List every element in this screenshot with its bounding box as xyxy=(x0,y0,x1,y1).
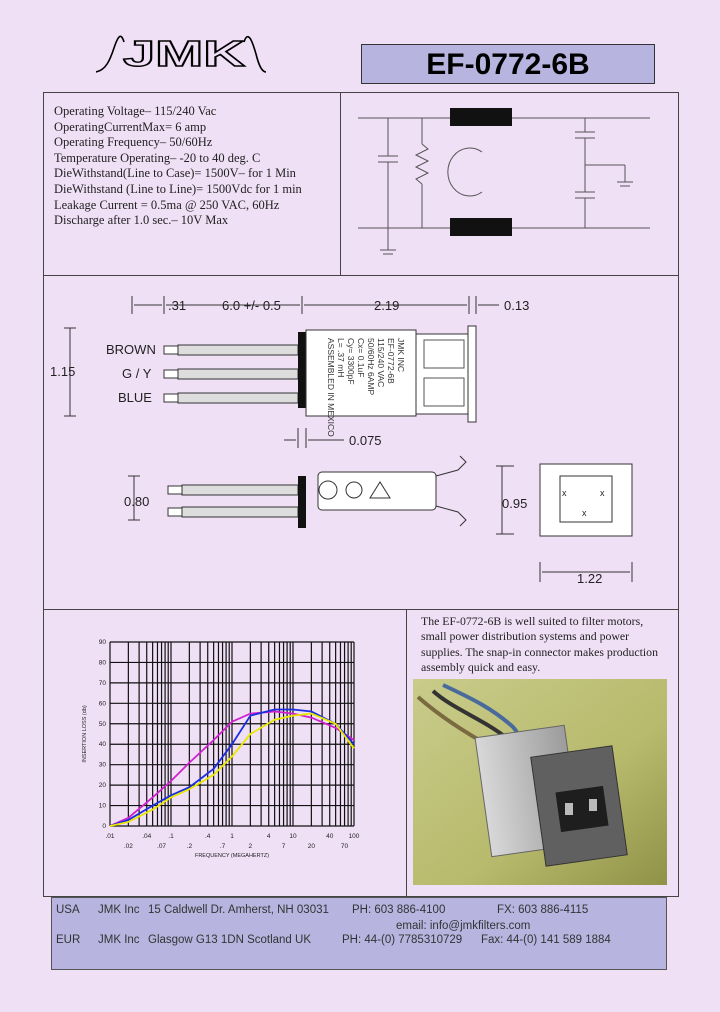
dim-connector-width: 1.22 xyxy=(577,571,603,586)
eur-region: EUR xyxy=(56,934,81,946)
y-tick-label: 50 xyxy=(98,720,106,728)
y-axis-label: INSERTION LOSS (db) xyxy=(82,705,88,763)
jmk-logo xyxy=(96,20,266,80)
spec-line: Operating Voltage– 115/240 Vac xyxy=(54,104,217,118)
contact-footer xyxy=(51,897,667,970)
y-tick-label: 30 xyxy=(98,761,106,769)
spec-line: Leakage Current = 0.5ma @ 250 VAC, 60Hz xyxy=(54,197,280,212)
spec-line: DieWithstand(Line to Case)= 1500V– for 1 Min xyxy=(54,166,296,181)
body-text: JMK INC xyxy=(396,338,406,372)
x-tick-label: 4 xyxy=(266,833,271,840)
x-tick-label: 10 xyxy=(289,833,297,840)
divider-drawing xyxy=(43,609,679,610)
spec-line: OperatingCurrentMax= 6 amp xyxy=(54,119,207,134)
y-tick-label: 0 xyxy=(102,823,106,830)
logo-text: JMK xyxy=(123,33,245,74)
dim-flange: 0.075 xyxy=(349,433,382,448)
x-tick-label: .01 xyxy=(105,833,115,840)
spec-line: Operating Frequency– 50/60Hz xyxy=(54,135,213,150)
usa-address: 15 Caldwell Dr. Amherst, NH 03031 xyxy=(148,904,329,916)
wire-label-gy: G / Y xyxy=(122,366,152,381)
usa-region: USA xyxy=(56,904,80,916)
body-text: 115/240 VAC xyxy=(376,338,386,388)
y-tick-label: 10 xyxy=(98,802,106,810)
product-photo xyxy=(413,679,667,885)
spec-line: DieWithstand (Line to Line)= 1500Vdc for 1 min xyxy=(54,181,302,196)
y-tick-label: 40 xyxy=(98,741,106,749)
divider-schematic xyxy=(340,92,341,275)
x-tick-label: 1 xyxy=(230,833,234,840)
eur-address: Glasgow G13 1DN Scotland UK xyxy=(148,934,311,946)
x-tick-label: .02 xyxy=(123,843,133,850)
y-tick-label: 60 xyxy=(98,700,106,708)
body-text: Cy= 3300pF xyxy=(346,338,356,385)
x-tick-label: 100 xyxy=(348,833,360,840)
x-tick-label: .7 xyxy=(219,843,226,850)
svg-text:x: x xyxy=(562,488,567,498)
body-text: ASSEMBLED IN MEXICO xyxy=(326,338,336,437)
y-tick-label: 80 xyxy=(98,659,106,667)
insertion-loss-chart xyxy=(80,630,380,870)
body-text: L= .37 mH xyxy=(336,338,346,378)
wire-label-brown: BROWN xyxy=(106,342,156,357)
spec-line: Temperature Operating– -20 to 40 deg. C xyxy=(54,150,261,165)
wire-label-blue: BLUE xyxy=(118,390,152,405)
usa-phone: PH: 603 886-4100 xyxy=(352,904,446,916)
mechanical-drawing xyxy=(44,280,679,608)
dim-wire-length: 6.0 +/- 0.5 xyxy=(222,298,281,313)
spec-line: Discharge after 1.0 sec.– 10V Max xyxy=(54,213,229,228)
body-text: Cx= 0.1uF xyxy=(356,338,366,378)
dim-side-height: 0.80 xyxy=(124,494,150,509)
y-tick-label: 70 xyxy=(98,679,106,687)
choke-core-bottom xyxy=(450,218,512,236)
dim-body-length: 2.19 xyxy=(374,298,400,313)
body-text: EF-0772-6B xyxy=(386,338,396,384)
x-tick-label: .2 xyxy=(186,843,193,850)
choke-core-top xyxy=(450,108,512,126)
dim-connector-height: 0.95 xyxy=(502,496,528,511)
dim-wire-strip: .31 xyxy=(168,298,187,313)
svg-text:x: x xyxy=(582,508,587,518)
email-link[interactable]: email: info@jmkfilters.com xyxy=(396,920,531,932)
x-tick-label: .1 xyxy=(168,833,174,840)
x-tick-label: 70 xyxy=(340,843,349,850)
x-tick-label: .07 xyxy=(157,843,167,850)
x-tick-label: 7 xyxy=(281,843,286,850)
eur-fax: Fax: 44-(0) 141 589 1884 xyxy=(481,934,611,946)
x-tick-label: .04 xyxy=(142,833,152,840)
part-number-title: EF-0772-6B xyxy=(361,44,655,84)
x-tick-label: .4 xyxy=(205,833,211,840)
divider-specs xyxy=(43,275,679,276)
usa-company: JMK Inc xyxy=(98,904,140,916)
x-axis-label: FREQUENCY (MEGAHERTZ) xyxy=(194,853,270,859)
body-text: 50/60Hz 6AMP xyxy=(366,338,376,396)
eur-company: JMK Inc xyxy=(98,934,140,946)
dim-connector-depth: 0.13 xyxy=(504,298,530,313)
x-tick-label: 2 xyxy=(248,843,253,850)
x-tick-label: 20 xyxy=(307,843,315,850)
spec-list xyxy=(54,104,302,229)
divider-chart xyxy=(406,609,407,897)
x-tick-label: 40 xyxy=(326,833,334,840)
y-tick-label: 20 xyxy=(98,782,106,790)
product-description: The EF-0772-6B is well suited to filter motors, small power distribution systems and power supplies. The snap-in connector makes production assembly quick and easy. xyxy=(421,614,658,675)
svg-text:x: x xyxy=(600,488,605,498)
filter-schematic xyxy=(350,100,670,270)
y-tick-label: 90 xyxy=(98,639,106,646)
eur-phone: PH: 44-(0) 7785310729 xyxy=(342,934,463,946)
dim-height: 1.15 xyxy=(50,364,76,379)
usa-fax: FX: 603 886-4115 xyxy=(497,904,589,916)
